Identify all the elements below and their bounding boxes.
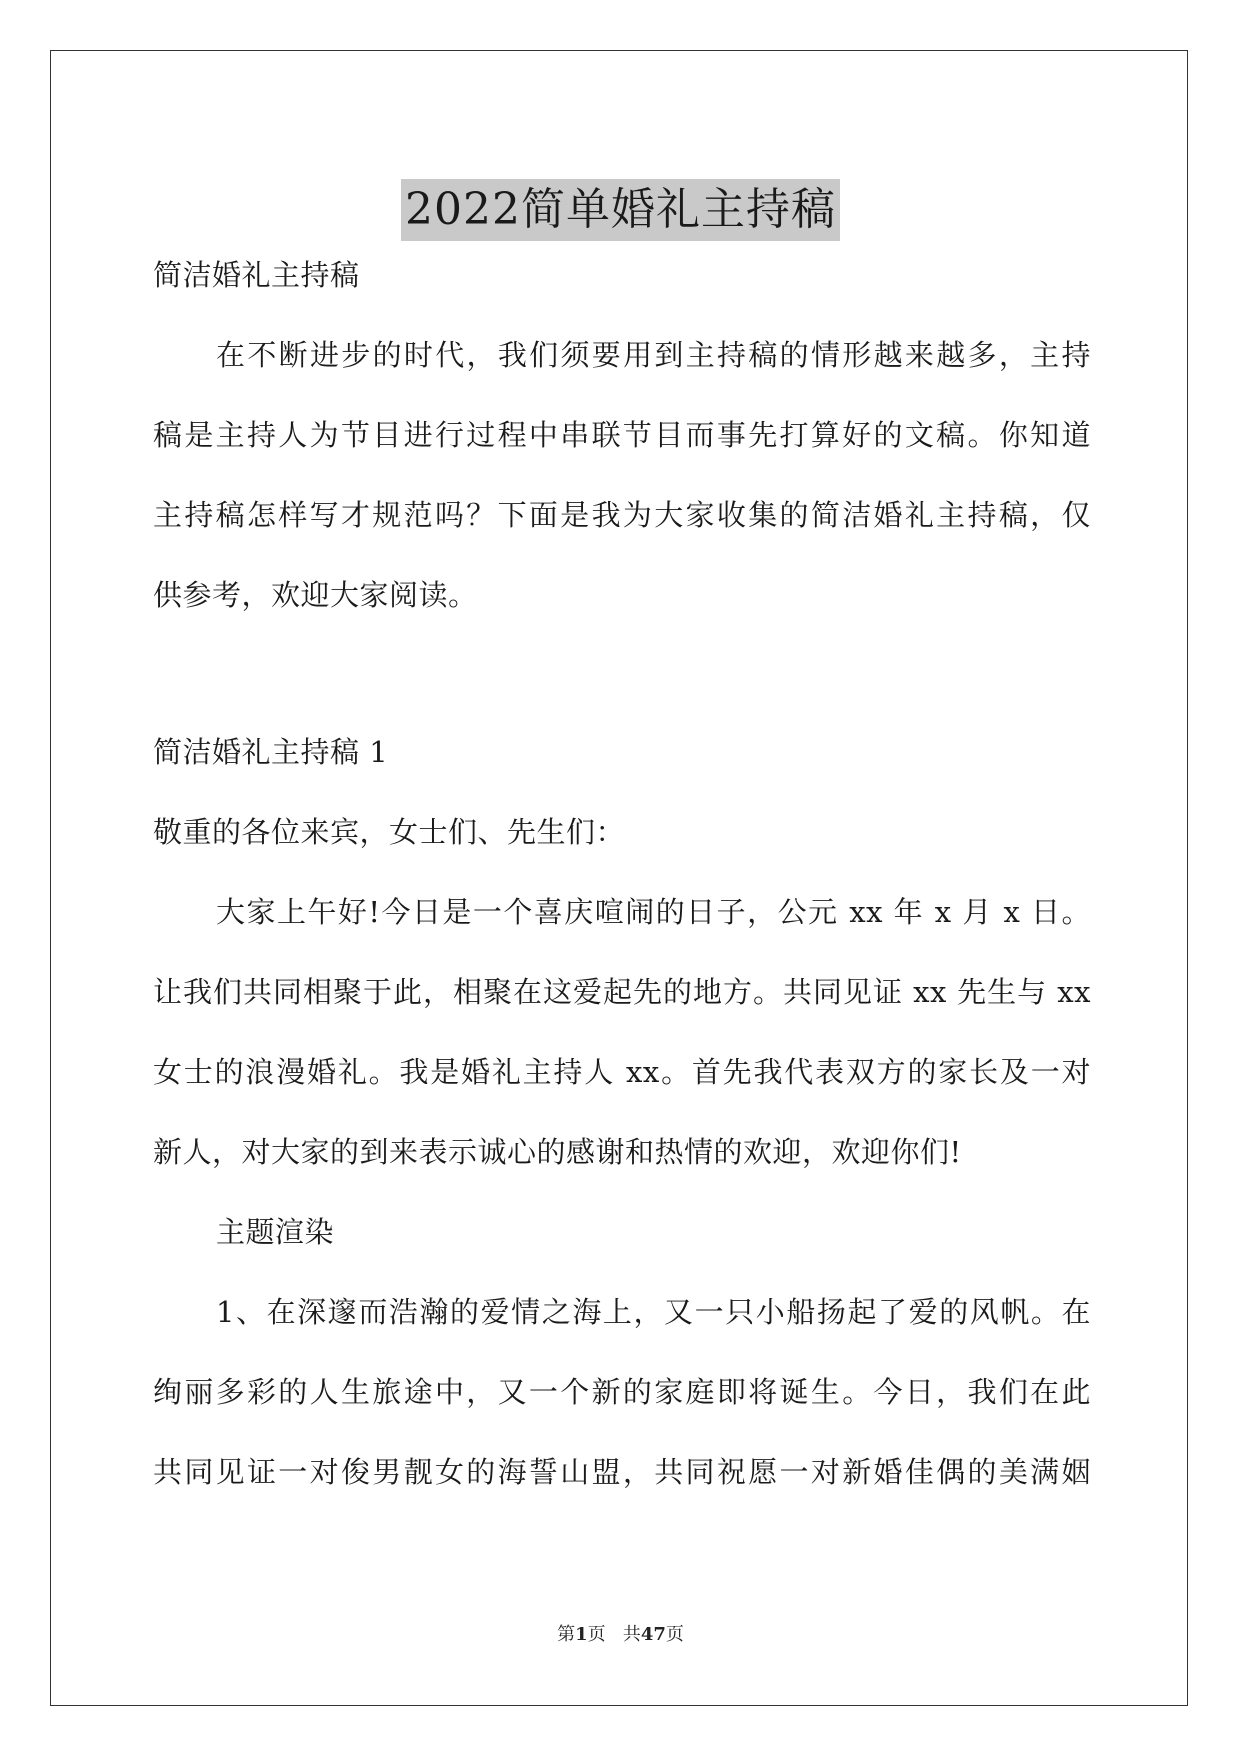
paragraph-line: 在不断进步的时代，我们须要用到主持稿的情形越来越多，主持: [216, 338, 1091, 372]
paragraph-line: 共同见证一对俊男靓女的海誓山盟，共同祝愿一对新婚佳偶的美满姻: [153, 1455, 1091, 1489]
paragraph-line: 稿是主持人为节目进行过程中串联节目而事先打算好的文稿。你知道: [153, 418, 1091, 452]
total-pages: 47: [640, 1624, 666, 1645]
page-prefix: 第: [557, 1624, 576, 1645]
section-heading: 简洁婚礼主持稿 1: [153, 735, 389, 769]
paragraph-line: 大家上午好!今日是一个喜庆喧闹的日子，公元 xx 年 x 月 x 日。: [216, 895, 1091, 929]
paragraph-line: 供参考，欢迎大家阅读。: [153, 578, 478, 612]
paragraph-line: 让我们共同相聚于此，相聚在这爱起先的地方。共同见证 xx 先生与 xx: [153, 975, 1091, 1009]
document-body: [153, 235, 1091, 1512]
total-prefix: 共: [622, 1624, 641, 1645]
subtitle-line: 简洁婚礼主持稿: [153, 258, 360, 292]
section-gap: [153, 635, 1091, 712]
paragraph-line: 1、在深邃而浩瀚的爱情之海上，又一只小船扬起了爱的风帆。在: [216, 1295, 1091, 1329]
paragraph-line: 绚丽多彩的人生旅途中，又一个新的家庭即将诞生。今日，我们在此: [153, 1375, 1091, 1409]
page-footer: [0, 1620, 1241, 1646]
page-suffix: 页: [587, 1624, 606, 1645]
subheading-line: 主题渲染: [216, 1215, 335, 1249]
paragraph-line: 新人，对大家的到来表示诚心的感谢和热情的欢迎，欢迎你们!: [153, 1135, 962, 1169]
document-title: 2022简单婚礼主持稿: [401, 179, 840, 241]
total-suffix: 页: [665, 1624, 684, 1645]
greeting-line: 敬重的各位来宾，女士们、先生们：: [153, 815, 626, 849]
paragraph-line: 女士的浪漫婚礼。我是婚礼主持人 xx。首先我代表双方的家长及一对: [153, 1055, 1091, 1089]
page-number: 1: [575, 1624, 588, 1645]
paragraph-line: 主持稿怎样写才规范吗？下面是我为大家收集的简洁婚礼主持稿，仅: [153, 498, 1091, 532]
